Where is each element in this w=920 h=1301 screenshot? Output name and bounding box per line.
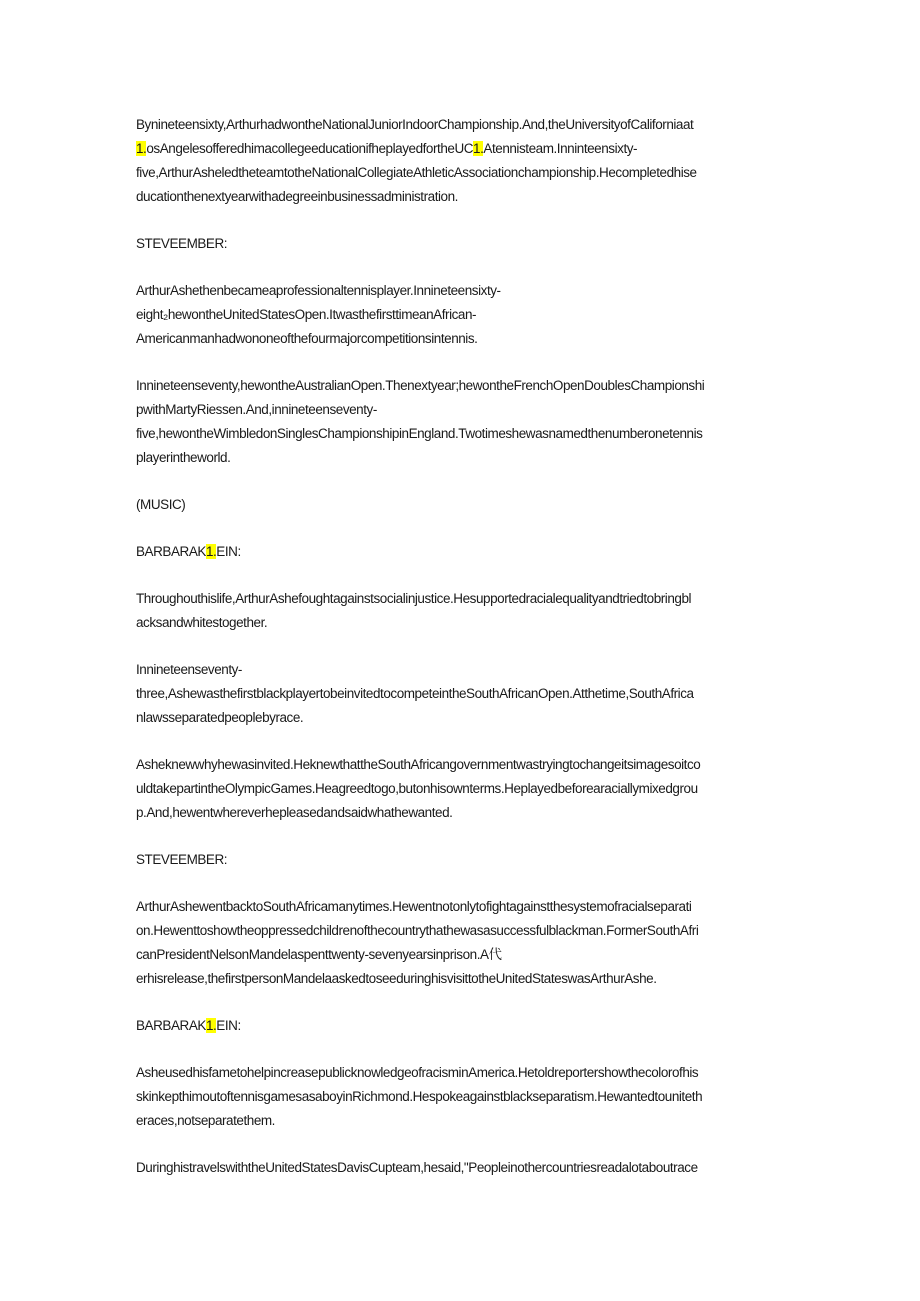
paragraph-p11 bbox=[136, 895, 784, 991]
text-segment: (MUSIC) bbox=[136, 497, 186, 512]
text-line bbox=[136, 682, 784, 706]
text-segment: EIN: bbox=[216, 544, 241, 559]
text-line bbox=[136, 137, 784, 161]
text-line bbox=[136, 611, 784, 635]
text-line bbox=[136, 1156, 784, 1180]
text-line bbox=[136, 848, 784, 872]
text-line bbox=[136, 943, 784, 967]
text-line bbox=[136, 422, 784, 446]
text-line bbox=[136, 232, 784, 256]
text-line bbox=[136, 327, 784, 351]
text-segment: Ashekneww​hyhewasinvited.HeknewthattheSouthAfricangovernmentwastryingtochangeitsimagesoitco bbox=[136, 757, 701, 772]
text-line bbox=[136, 801, 784, 825]
paragraph-p3 bbox=[136, 279, 784, 351]
text-line bbox=[136, 374, 784, 398]
text-segment: uldtakepartintheOlympicGames.Heagreedtogo,butonhisownterms.Heplayedbeforearaciallymixedgrou bbox=[136, 781, 698, 796]
text-segment: STEVEEMBER: bbox=[136, 852, 228, 867]
text-segment: acksandwhitestogether. bbox=[136, 615, 268, 630]
text-segment: eraces,notseparatethem. bbox=[136, 1113, 275, 1128]
text-segment: ducationthenextyearwithadegreeinbusinessadministration. bbox=[136, 189, 458, 204]
paragraph-p1 bbox=[136, 113, 784, 209]
text-segment: p.And,hewentwhereverhepleasedandsaidwhathewanted. bbox=[136, 805, 453, 820]
text-segment: on.Hewenttoshowtheoppressedchildrenofthecountrythathewasasuccessfulblackman.FormerSouthAfri bbox=[136, 923, 699, 938]
text-line bbox=[136, 777, 784, 801]
text-segment: five,hewontheWimbledonSinglesChampionshipinEngland.Twotimeshewasnamedthenumberonetennis bbox=[136, 426, 703, 441]
text-line bbox=[136, 279, 784, 303]
paragraph-p2 bbox=[136, 232, 784, 256]
text-line bbox=[136, 540, 784, 564]
text-line bbox=[136, 303, 784, 327]
text-line bbox=[136, 1085, 784, 1109]
text-segment: Innineteenseventy,hewontheAustralianOpen.Thenextyear;hewontheFrenchOpenDoublesChampionshi bbox=[136, 378, 705, 393]
text-segment: five,ArthurAsheledtheteamtotheNationalCollegiateAthleticAssociationchampionship.Hecompletedhise bbox=[136, 165, 697, 180]
text-segment: osAngelesofferedhimacollegeeducationifheplayedfortheUC bbox=[146, 141, 474, 156]
text-line bbox=[136, 919, 784, 943]
text-line bbox=[136, 446, 784, 470]
paragraph-p5 bbox=[136, 493, 784, 517]
text-line bbox=[136, 753, 784, 777]
highlighted-text: 1. bbox=[473, 141, 484, 156]
paragraph-p4 bbox=[136, 374, 784, 470]
paragraph-p8 bbox=[136, 658, 784, 730]
text-segment: skinkepthimoutoftennisgamesasaboyinRichmond.Hespokeagainstblackseparatism.Hewantedtounitet​h bbox=[136, 1089, 703, 1104]
text-segment: playerintheworld. bbox=[136, 450, 231, 465]
text-line bbox=[136, 398, 784, 422]
text-segment: EIN: bbox=[216, 1018, 241, 1033]
paragraph-p6 bbox=[136, 540, 784, 564]
text-segment: nlawsseparatedpeoplebyrace. bbox=[136, 710, 304, 725]
text-line bbox=[136, 1061, 784, 1085]
text-line bbox=[136, 587, 784, 611]
highlighted-text: 1. bbox=[205, 544, 217, 559]
text-segment: BARBARAK bbox=[136, 544, 206, 559]
text-line bbox=[136, 1014, 784, 1038]
text-segment: Throughouthislife,ArthurAshefoughtagainstsocialinjustice.Hesupportedracialequalityandtriedtobringbl bbox=[136, 591, 692, 606]
paragraph-p12 bbox=[136, 1014, 784, 1038]
highlighted-text: 1. bbox=[205, 1018, 217, 1033]
text-segment: Americanmanhadwononeofthefourmajorcompetitionsintennis. bbox=[136, 331, 478, 346]
text-segment: erhisrelease,thefirstpersonMandelaaskedtoseeduringhisvisittotheUnitedStateswasArthurAshe. bbox=[136, 971, 657, 986]
text-segment: ArthurAshethenbecameaprofessionaltennisplayer.Innineteensixty- bbox=[136, 283, 501, 298]
text-segment: DuringhistravelswiththeUnitedStatesDavisCupteam,hesaid,"Peopleinothercountriesreadalotaboutrace bbox=[136, 1160, 698, 1175]
text-segment: BARBARAK bbox=[136, 1018, 206, 1033]
text-line bbox=[136, 706, 784, 730]
paragraph-p7 bbox=[136, 587, 784, 635]
paragraph-p9 bbox=[136, 753, 784, 825]
text-line bbox=[136, 493, 784, 517]
text-line bbox=[136, 895, 784, 919]
text-line bbox=[136, 967, 784, 991]
text-line bbox=[136, 185, 784, 209]
text-line bbox=[136, 1109, 784, 1133]
text-segment: Atennisteam.Inninteensixty- bbox=[483, 141, 638, 156]
text-segment: STEVEEMBER: bbox=[136, 236, 228, 251]
text-segment: Innineteenseventy- bbox=[136, 662, 242, 677]
paragraph-p14 bbox=[136, 1156, 784, 1180]
text-segment: Bynineteensixty,ArthurhadwontheNationalJuniorIndoorChampionship.And,theUniversityofCaliforniaat bbox=[136, 117, 694, 132]
paragraph-p10 bbox=[136, 848, 784, 872]
text-line bbox=[136, 161, 784, 185]
text-segment: three,AshewasthefirstblackplayertobeinvitedtocompeteintheSouthAfricanOpen.Atthetime,SouthAfrica bbox=[136, 686, 694, 701]
paragraph-p13 bbox=[136, 1061, 784, 1133]
highlighted-text: 1. bbox=[136, 141, 147, 156]
text-segment: Ashe​usedhisfametohelpincreasepublicknowledgeofracisminAmerica.Hetoldreportershowthecolorofhis bbox=[136, 1065, 699, 1080]
document-page bbox=[136, 113, 784, 1203]
text-segment: ArthurAshewentbacktoSouthAfricamanytimes.Hewentnotonlytofightagainstthesystemofracialseparati bbox=[136, 899, 692, 914]
text-segment: canPresidentNelsonMandelaspenttwenty-sevenyearsinprison.A代 bbox=[136, 947, 502, 962]
text-segment: eight₂hewontheUnitedStatesOpen.ItwasthefirsttimeanAfrican- bbox=[136, 307, 477, 322]
text-line bbox=[136, 113, 784, 137]
text-line bbox=[136, 658, 784, 682]
text-segment: pwithMartyRiessen.And,innineteenseventy- bbox=[136, 402, 377, 417]
